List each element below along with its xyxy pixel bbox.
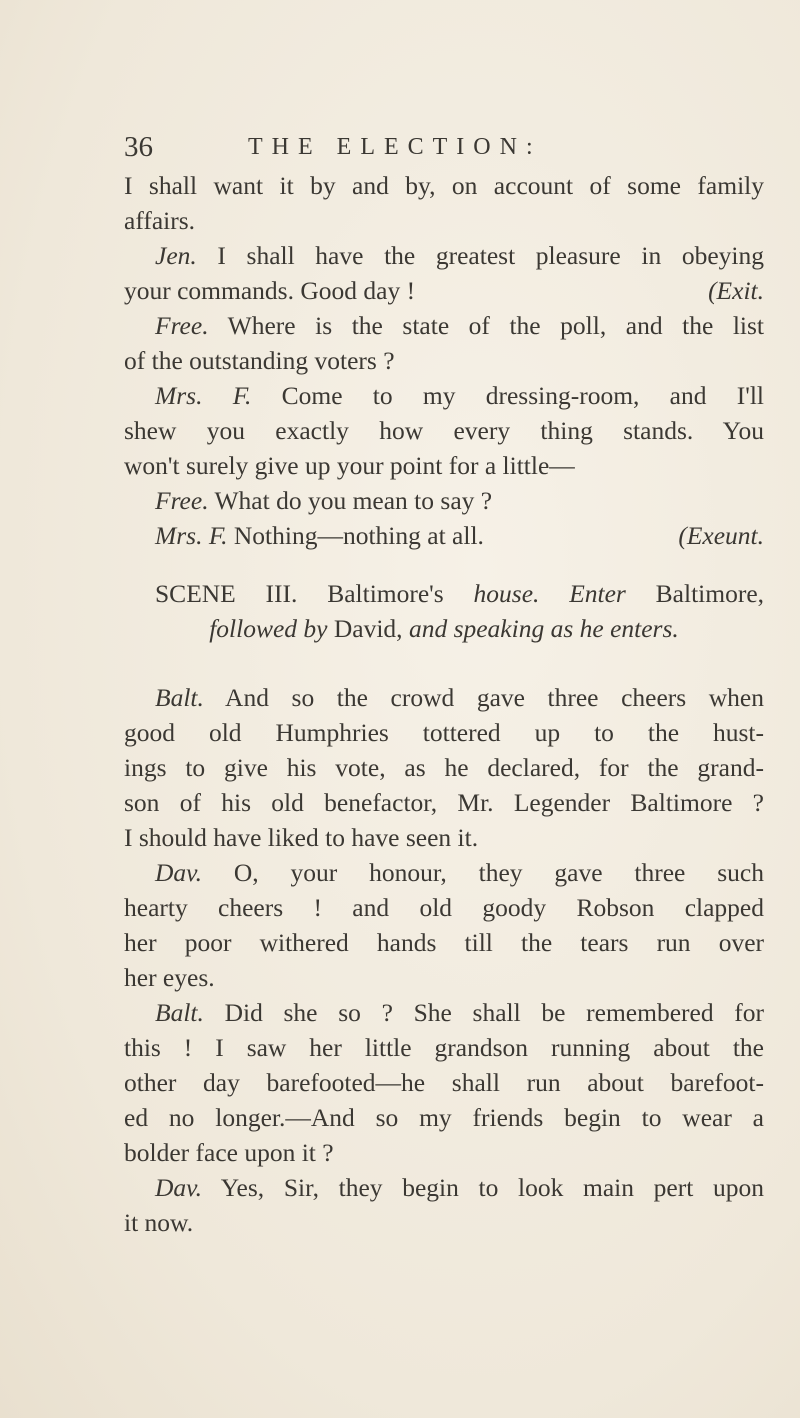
text-line	[124, 308, 764, 343]
line-text: I shall have the greatest pleasure in obeying	[196, 241, 764, 270]
stage-direction: (Exeunt.	[678, 521, 764, 550]
line-text: SCENE III. Baltimore's	[155, 579, 474, 608]
line-text: Yes, Sir, they begin to look main pert upon	[201, 1173, 764, 1202]
text-line	[124, 715, 764, 750]
italic-text: Dav.	[155, 858, 202, 887]
text-line	[124, 518, 764, 553]
text-line	[124, 785, 764, 820]
text-line	[124, 960, 764, 995]
line-text: her poor withered hands till the tears run over	[124, 928, 764, 957]
line-text: her eyes.	[124, 963, 215, 992]
italic-text: Balt.	[155, 683, 204, 712]
line-text: affairs.	[124, 206, 196, 235]
line-text: ings to give his vote, as he declared, for the grand-	[124, 753, 764, 782]
italic-text: Free.	[155, 486, 209, 515]
line-text: What do you mean to say ?	[208, 486, 493, 515]
line-text: of the outstanding voters ?	[124, 346, 395, 375]
line-text: it now.	[124, 1208, 194, 1237]
text-line	[124, 925, 764, 960]
line-text: this ! I saw her little grandson running about the	[124, 1033, 764, 1062]
line-text: Nothing—nothing at all.	[227, 521, 484, 550]
text-line	[124, 576, 764, 611]
text-line	[124, 611, 764, 646]
line-text: And so the crowd gave three cheers when	[203, 683, 764, 712]
text-line	[124, 1065, 764, 1100]
italic-text: followed by	[209, 614, 328, 643]
line-text: bolder face upon it ?	[124, 1138, 334, 1167]
section-gap	[124, 646, 764, 680]
italic-text: house.	[473, 579, 540, 608]
text-line	[124, 378, 764, 413]
line-text	[539, 579, 569, 608]
text-line	[124, 1100, 764, 1135]
italic-text: Mrs. F.	[155, 381, 252, 410]
line-text: other day barefooted—he shall run about barefoot-	[124, 1068, 764, 1097]
text-line	[124, 168, 764, 203]
line-text: Where is the state of the poll, and the list	[208, 311, 764, 340]
line-text: Baltimore,	[625, 579, 765, 608]
line-text: won't surely give up your point for a little—	[124, 451, 575, 480]
line-text: I should have liked to have seen it.	[124, 823, 479, 852]
text-line	[124, 890, 764, 925]
running-title: THE ELECTION:	[248, 134, 542, 160]
text-line	[124, 1205, 764, 1240]
line-text: ed no longer.—And so my friends begin to wear a	[124, 1103, 764, 1132]
text-line	[124, 413, 764, 448]
page-number: 36	[124, 131, 153, 163]
italic-text: Dav.	[155, 1173, 202, 1202]
text-line	[124, 995, 764, 1030]
text-line	[124, 1170, 764, 1205]
text-line	[124, 203, 764, 238]
line-text: hearty cheers ! and old goody Robson clapped	[124, 893, 764, 922]
line-text: good old Humphries tottered up to the hust-	[124, 718, 764, 747]
text-line	[124, 1135, 764, 1170]
line-text: David,	[327, 614, 409, 643]
italic-text: Free.	[155, 311, 209, 340]
line-text: Come to my dressing-room, and I'll	[251, 381, 764, 410]
text-line	[124, 343, 764, 378]
text-line	[124, 680, 764, 715]
line-text: O, your honour, they gave three such	[201, 858, 764, 887]
italic-text: Mrs. F.	[155, 521, 228, 550]
italic-text: Enter	[569, 579, 626, 608]
italic-text: Jen.	[155, 241, 197, 270]
text-line	[124, 448, 764, 483]
text-line	[124, 820, 764, 855]
text-line	[124, 483, 764, 518]
line-text: I shall want it by and by, on account of some family	[124, 171, 764, 200]
page-header	[124, 131, 764, 167]
line-text: Did she so ? She shall be remembered for	[203, 998, 764, 1027]
text-line	[124, 273, 764, 308]
italic-text: and speaking as he enters.	[408, 614, 679, 643]
line-text: your commands. Good day !	[124, 276, 416, 305]
body-text	[124, 168, 764, 1240]
text-line	[124, 750, 764, 785]
text-line	[124, 238, 764, 273]
italic-text: Balt.	[155, 998, 204, 1027]
line-text: shew you exactly how every thing stands. You	[124, 416, 764, 445]
line-text: son of his old benefactor, Mr. Legender Baltimore ?	[124, 788, 764, 817]
stage-direction: (Exit.	[708, 276, 764, 305]
text-line	[124, 855, 764, 890]
section-gap	[124, 553, 764, 576]
text-line	[124, 1030, 764, 1065]
